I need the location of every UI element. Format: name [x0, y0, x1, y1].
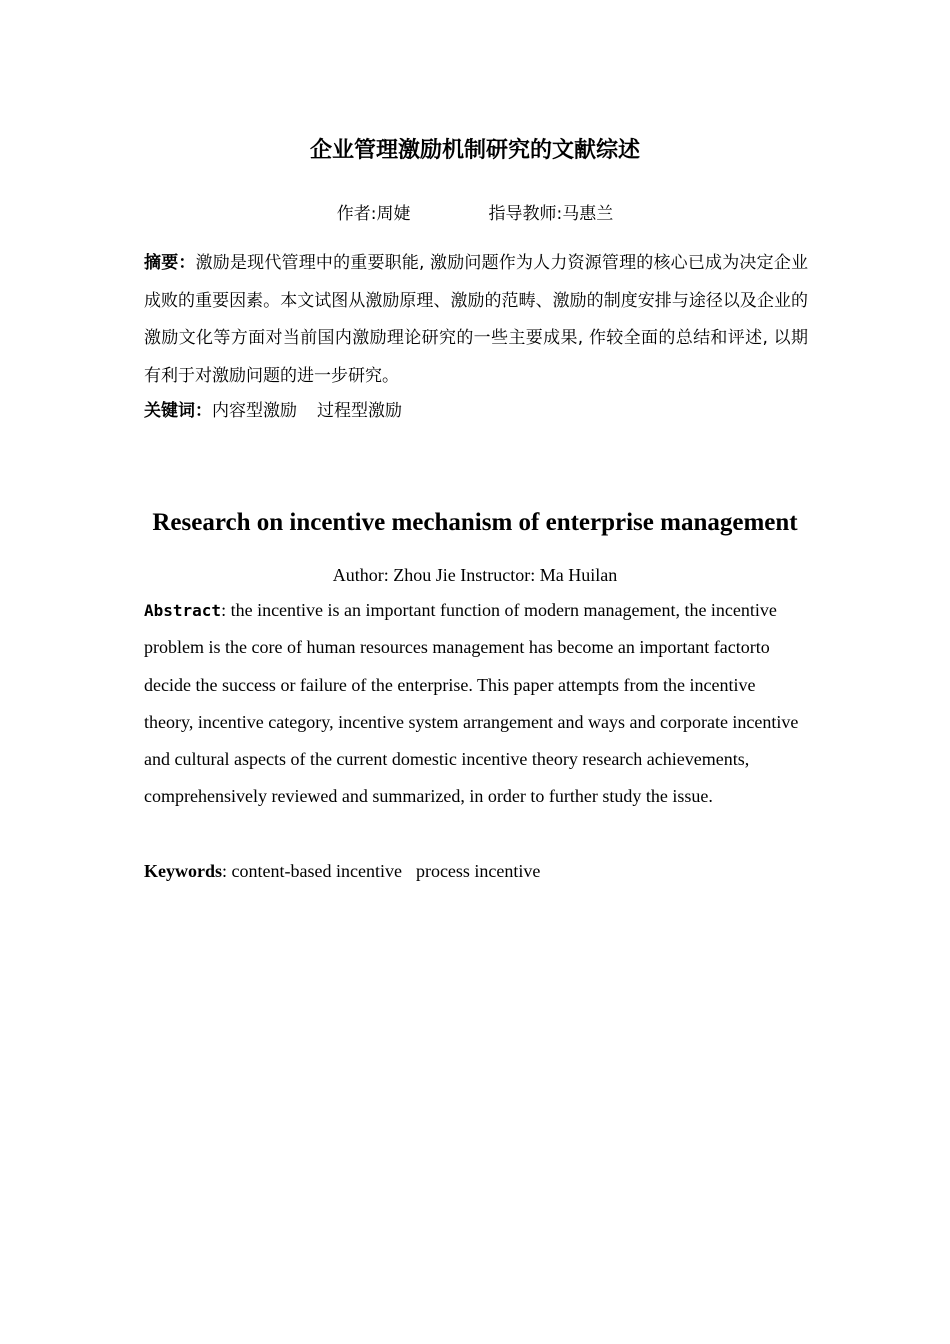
english-keywords-separator: : — [222, 861, 232, 881]
chinese-keyword: 过程型激励 — [317, 401, 402, 421]
english-keywords — [144, 855, 808, 887]
english-abstract — [144, 592, 808, 816]
chinese-abstract — [144, 245, 808, 395]
english-keywords-label: Keywords — [144, 861, 222, 881]
english-keyword: content-based incentive — [231, 861, 402, 881]
english-author-line: Author: Zhou Jie Instructor: Ma Huilan — [332, 565, 618, 585]
english-abstract-text: the incentive is an important function of modern management, the incentive problem is the core of human resources management has become an important factorto decide the success or failure of the enterprise. This paper attempts from the incentive theory, incentive category, incentive system arrangement and ways and corporate incentive and cultural aspects of the current domestic incentive theory research achievements, comprehensively reviewed and summarized, in order to further study the issue. — [144, 600, 799, 807]
chinese-abstract-label: 摘要： — [144, 253, 196, 273]
chinese-author-line — [0, 200, 950, 228]
english-abstract-label: Abstract — [144, 601, 222, 620]
chinese-keywords-label: 关键词： — [144, 401, 212, 421]
chinese-keywords — [144, 393, 808, 429]
chinese-keyword: 内容型激励 — [212, 401, 297, 421]
english-abstract-separator: : — [221, 600, 231, 620]
chinese-author: 作者:周婕 — [336, 204, 411, 224]
chinese-abstract-text: 激励是现代管理中的重要职能, 激励问题作为人力资源管理的核心已成为决定企业成败的重要因素。本文试图从激励原理、激励的范畴、激励的制度安排与途径以及企业的激励文化等方面对当前国内激励理论研究的一些主要成果, 作较全面的总结和评述, 以期有利于对激励问题的进一步研究。 — [144, 253, 809, 386]
english-keyword: process incentive — [415, 861, 541, 881]
chinese-advisor: 指导教师:马惠兰 — [488, 204, 614, 224]
chinese-title: 企业管理激励机制研究的文献综述 — [309, 138, 640, 163]
english-title: Research on incentive mechanism of enterprise management — [152, 509, 798, 536]
